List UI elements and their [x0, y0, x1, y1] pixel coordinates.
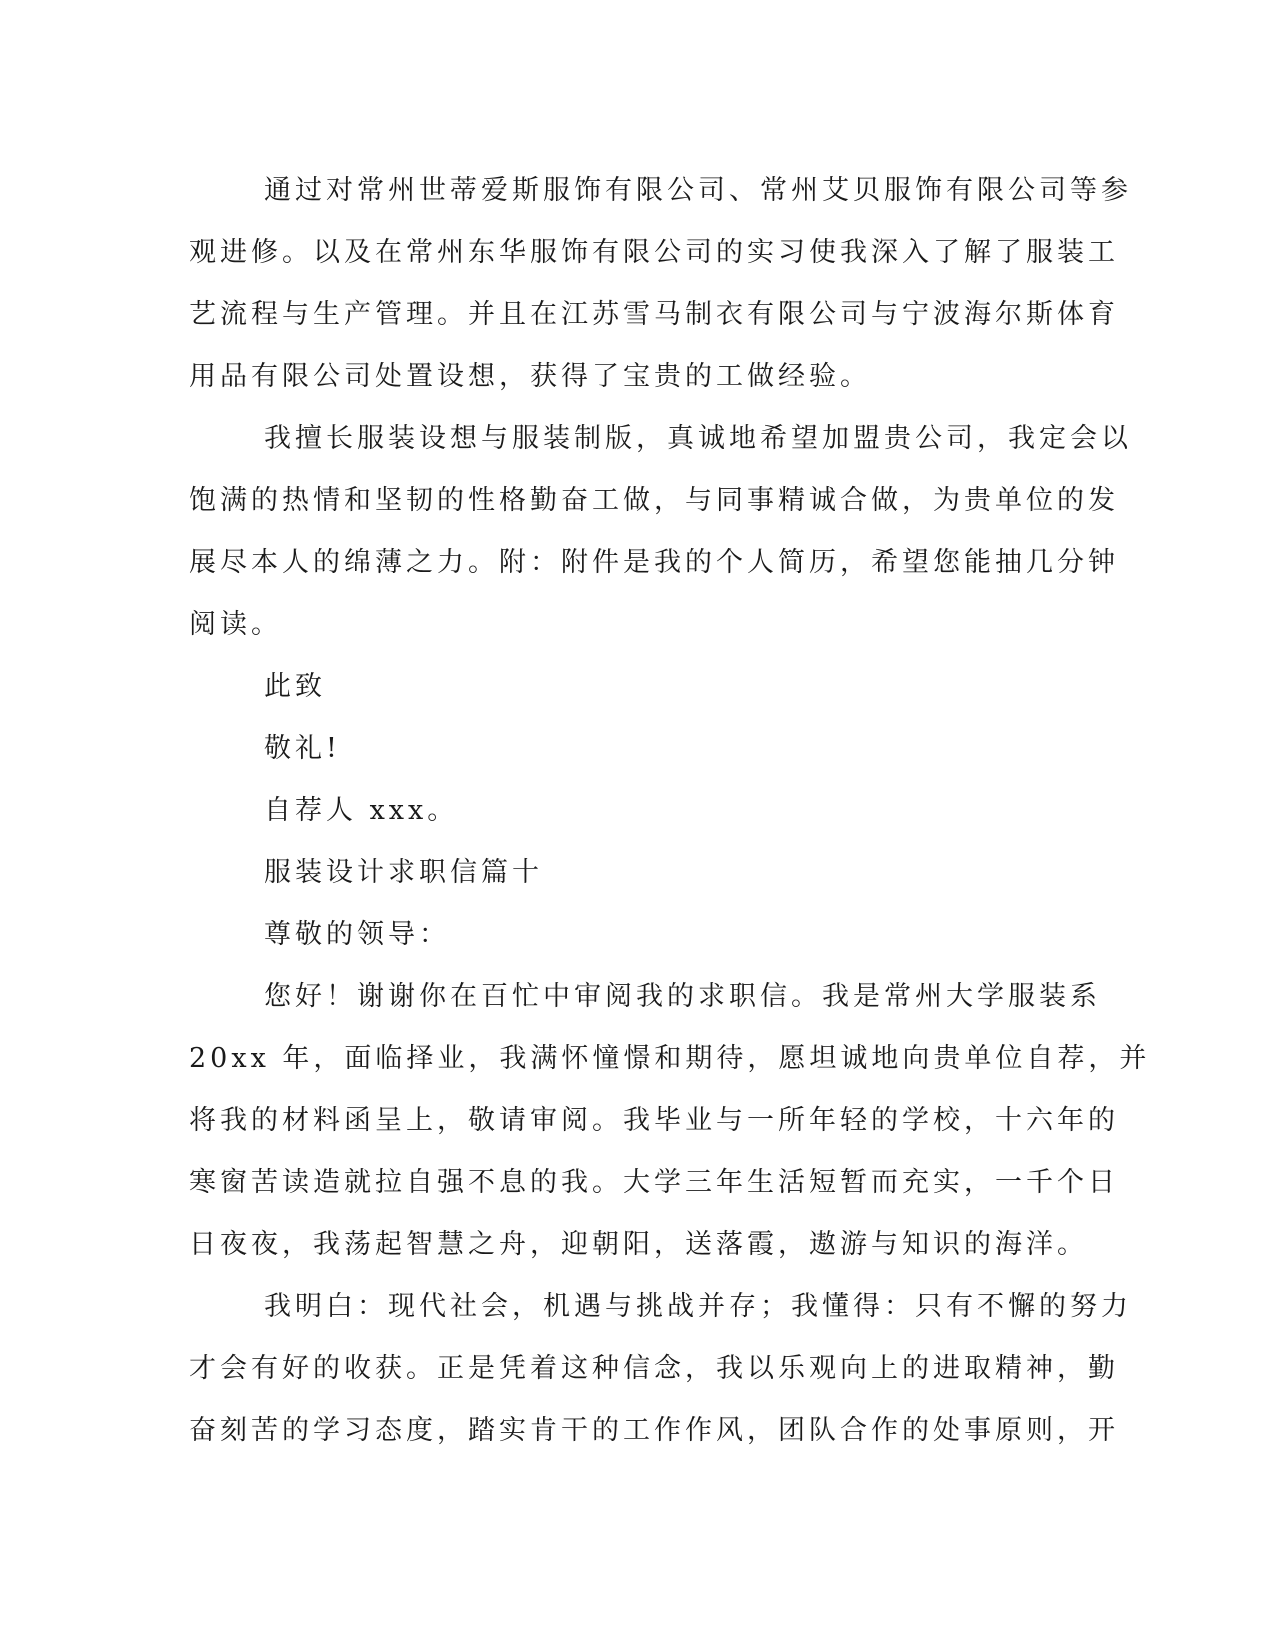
salutation: 尊敬的领导：: [264, 919, 450, 950]
closing-line-2: 敬礼!: [264, 733, 341, 764]
text-line: 奋刻苦的学习态度，踏实肯干的工作作风，团队合作的处事原则，开: [189, 1415, 1119, 1446]
section-title: 服装设计求职信篇十: [264, 857, 543, 888]
text-line: 展尽本人的绵薄之力。附：附件是我的个人简历，希望您能抽几分钟: [189, 547, 1119, 578]
text-line: 20xx 年，面临择业，我满怀憧憬和期待，愿坦诚地向贵单位自荐，并: [189, 1043, 1151, 1074]
text-line: 寒窗苦读造就拉自强不息的我。大学三年生活短暂而充实，一千个日: [189, 1167, 1119, 1198]
signature: 自荐人 xxx。: [264, 795, 459, 826]
document-body: [189, 160, 1151, 1462]
text-line: 阅读。: [189, 609, 282, 640]
text-line: 观进修。以及在常州东华服饰有限公司的实习使我深入了解了服装工: [189, 237, 1119, 268]
paragraph-1: [189, 160, 1132, 408]
text-line: 您好！谢谢你在百忙中审阅我的求职信。我是常州大学服装系: [264, 981, 1101, 1012]
paragraph-4: [189, 1276, 1132, 1462]
text-line: 才会有好的收获。正是凭着这种信念，我以乐观向上的进取精神，勤: [189, 1353, 1119, 1384]
text-line: 通过对常州世蒂爱斯服饰有限公司、常州艾贝服饰有限公司等参: [264, 175, 1132, 206]
text-line: 用品有限公司处置设想，获得了宝贵的工做经验。: [189, 361, 871, 392]
text-line: 我明白：现代社会，机遇与挑战并存；我懂得：只有不懈的努力: [264, 1291, 1132, 1322]
text-line: 艺流程与生产管理。并且在江苏雪马制衣有限公司与宁波海尔斯体育: [189, 299, 1119, 330]
paragraph-2: [189, 408, 1132, 656]
text-line: 日夜夜，我荡起智慧之舟，迎朝阳，送落霞，遨游与知识的海洋。: [189, 1229, 1088, 1260]
text-line: 我擅长服装设想与服装制版，真诚地希望加盟贵公司，我定会以: [264, 423, 1132, 454]
paragraph-3: [189, 966, 1151, 1276]
text-line: 将我的材料函呈上，敬请审阅。我毕业与一所年轻的学校，十六年的: [189, 1105, 1119, 1136]
closing-line-1: 此致: [264, 671, 326, 702]
text-line: 饱满的热情和坚韧的性格勤奋工做，与同事精诚合做，为贵单位的发: [189, 485, 1119, 516]
